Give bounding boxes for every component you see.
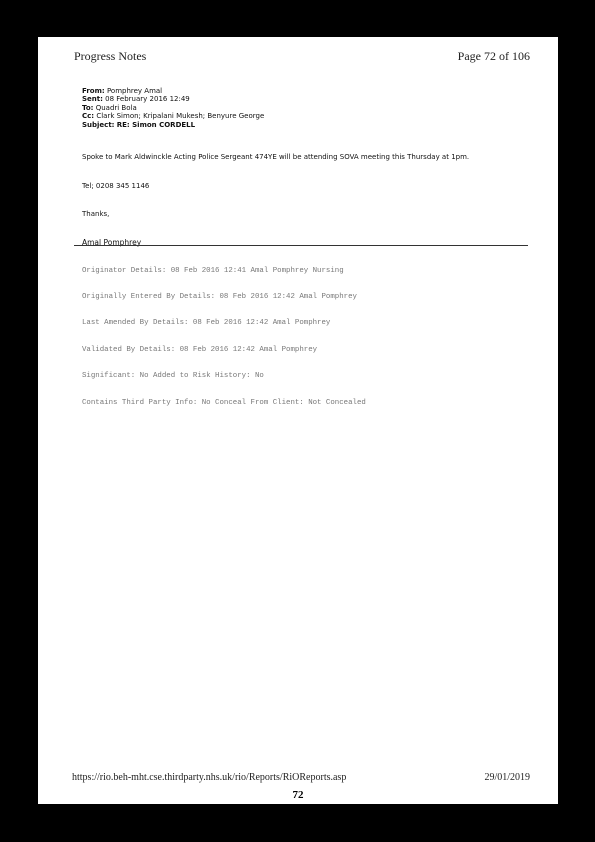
meta-line: Contains Third Party Info: No Conceal From Client: Not Concealed <box>82 398 366 407</box>
email-from: Pomphrey Amal <box>106 87 163 95</box>
email-message: Spoke to Mark Aldwinckle Acting Police Sergeant 474YE will be attending SOVA meeting this Thursday at 1pm. <box>82 153 470 161</box>
email-tel: Tel; 0208 345 1146 <box>82 182 150 190</box>
email-subject: RE: Simon CORDELL <box>116 120 196 129</box>
meta-line: Last Amended By Details: 08 Feb 2016 12:42 Amal Pomphrey <box>82 319 331 328</box>
record-metadata <box>82 249 366 425</box>
footer-url: https://rio.beh-mht.cse.thirdparty.nhs.uk/rio/Reports/RiOReports.asp <box>72 772 347 783</box>
email-signature: Amal Pomphrey <box>82 238 142 247</box>
email-sent-row: Sent: 08 February 2016 12:49 <box>82 95 190 104</box>
meta-line: Originally Entered By Details: 08 Feb 2016 12:42 Amal Pomphrey <box>82 292 357 301</box>
page-number: 72 <box>292 789 304 801</box>
email-to-row: To: Quadri Bola <box>82 103 137 112</box>
header-title: Progress Notes <box>74 49 147 63</box>
email-to: Quadri Bola <box>95 103 137 112</box>
email-cc: Clark Simon; Kripalani Mukesh; Benyure George <box>96 112 265 121</box>
email-from-row: From: Pomphrey Amal <box>82 87 163 95</box>
footer-date: 29/01/2019 <box>484 772 530 783</box>
email-thanks: Thanks, <box>82 210 110 218</box>
meta-line: Validated By Details: 08 Feb 2016 12:42 Amal Pomphrey <box>82 345 318 354</box>
document-page <box>38 37 558 804</box>
meta-line: Originator Details: 08 Feb 2016 12:41 Amal Pomphrey Nursing <box>82 266 344 275</box>
email-cc-row: Cc: Clark Simon; Kripalani Mukesh; Benyure George <box>82 112 265 121</box>
divider <box>74 245 528 246</box>
email-header-block <box>82 87 264 129</box>
email-sent: 08 February 2016 12:49 <box>105 95 190 104</box>
email-subject-row: Subject: RE: Simon CORDELL <box>82 120 196 129</box>
header-page-count: Page 72 of 106 <box>457 49 530 63</box>
meta-line: Significant: No Added to Risk History: No <box>82 372 264 381</box>
